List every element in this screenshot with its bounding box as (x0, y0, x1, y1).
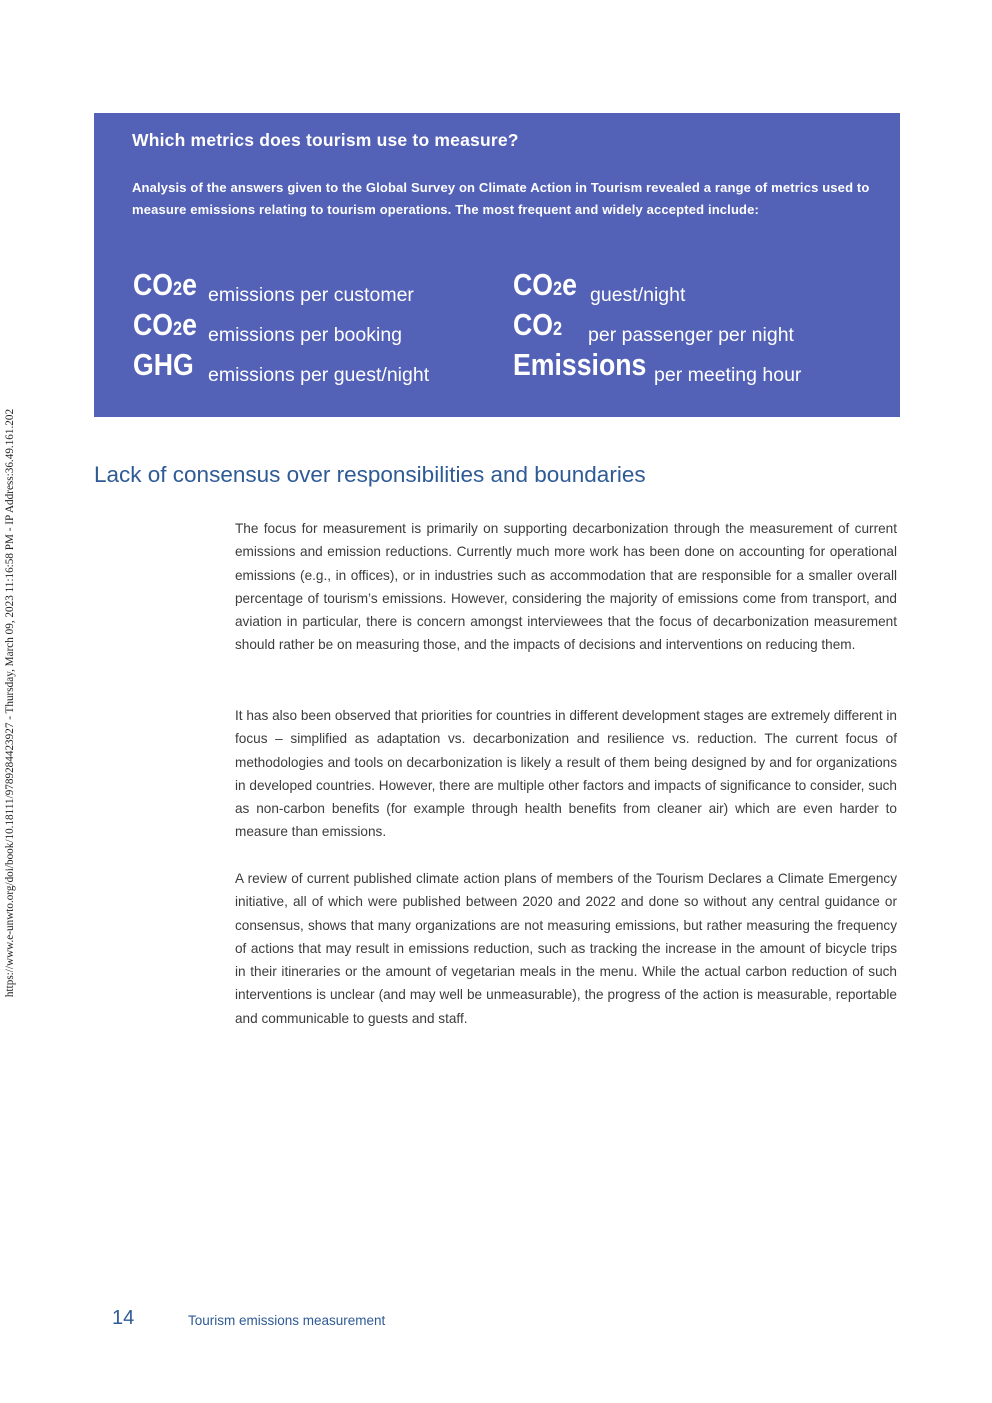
metrics-info-box (94, 113, 900, 417)
metric-description: emissions per customer (208, 284, 414, 306)
box-intro: Analysis of the answers given to the Global Survey on Climate Action in Tourism revealed a range of metrics used to measure emissions relating to tourism operations. The most frequent and widely accepted include: (132, 180, 870, 217)
metric-item (513, 267, 883, 313)
page-number: 14 (112, 1307, 135, 1329)
metric-symbol: CO2 (513, 307, 563, 342)
metric-description: emissions per guest/night (208, 364, 430, 386)
download-watermark (0, 348, 20, 1058)
body-paragraph: A review of current published climate action plans of members of the Tourism Declares a Climate Emergency initiative, all of which were published between 2020 and 2022 and done so without any central guidance or consensus, shows that many organizations are not measuring emissions, but rather measuring the frequency of actions that may result in emissions reduction, such as tracking the increase in the amount of bicycle trips in their itineraries or the amount of vegetarian meals in the menu. While the actual carbon reduction of such interventions is unclear (and may well be unmeasurable), the progress of the action is measurable, reportable and communicable to guests and staff. (235, 871, 897, 1026)
body-paragraph: The focus for measurement is primarily on supporting decarbonization through the measurement of current emissions and emission reductions. Currently much more work has been done on accounting for operational emissions (e.g., in offices), or in industries such as accommodation that are responsible for a smaller overall percentage of tourism’s emissions. However, considering the majority of emissions come from transport, and aviation in particular, there is concern amongst interviewees that the focus of decarbonization measurement should rather be on measuring those, and the impacts of decisions and interventions on reducing them. (235, 521, 897, 653)
metric-symbol: Emissions (513, 347, 647, 382)
download-watermark-text: https://www.e-unwto.org/doi/book/10.18111/9789284423927 - Thursday, March 09, 2023 11:16:58 PM - IP Address:36.49.161.202 (4, 408, 16, 998)
metric-symbol: CO2e (513, 267, 577, 302)
metric-description: per meeting hour (654, 364, 802, 386)
section-heading: Lack of consensus over responsibilities and boundaries (94, 462, 646, 487)
metric-symbol: CO2e (133, 307, 197, 342)
body-paragraph: It has also been observed that priorities for countries in different development stages are extremely different in focus – simplified as adaptation vs. decarbonization and resilience vs. reduction. The current focus of methodologies and tools on decarbonization is likely a result of them being designed by and for organizations in developed countries. However, there are multiple other factors and impacts of significance to consider, such as non-carbon benefits (for example through health benefits from cleaner air) which are even harder to measure than emissions. (235, 708, 897, 840)
metric-symbol: GHG (133, 347, 194, 382)
metric-symbol: CO2e (133, 267, 197, 302)
running-footer-title: Tourism emissions measurement (188, 1313, 386, 1328)
metric-description: per passenger per night (588, 324, 794, 346)
metric-item (513, 347, 883, 393)
metric-description: guest/night (590, 284, 686, 306)
metric-item (133, 347, 493, 393)
metric-description: emissions per booking (208, 324, 403, 346)
box-title: Which metrics does tourism use to measure? (132, 130, 519, 150)
